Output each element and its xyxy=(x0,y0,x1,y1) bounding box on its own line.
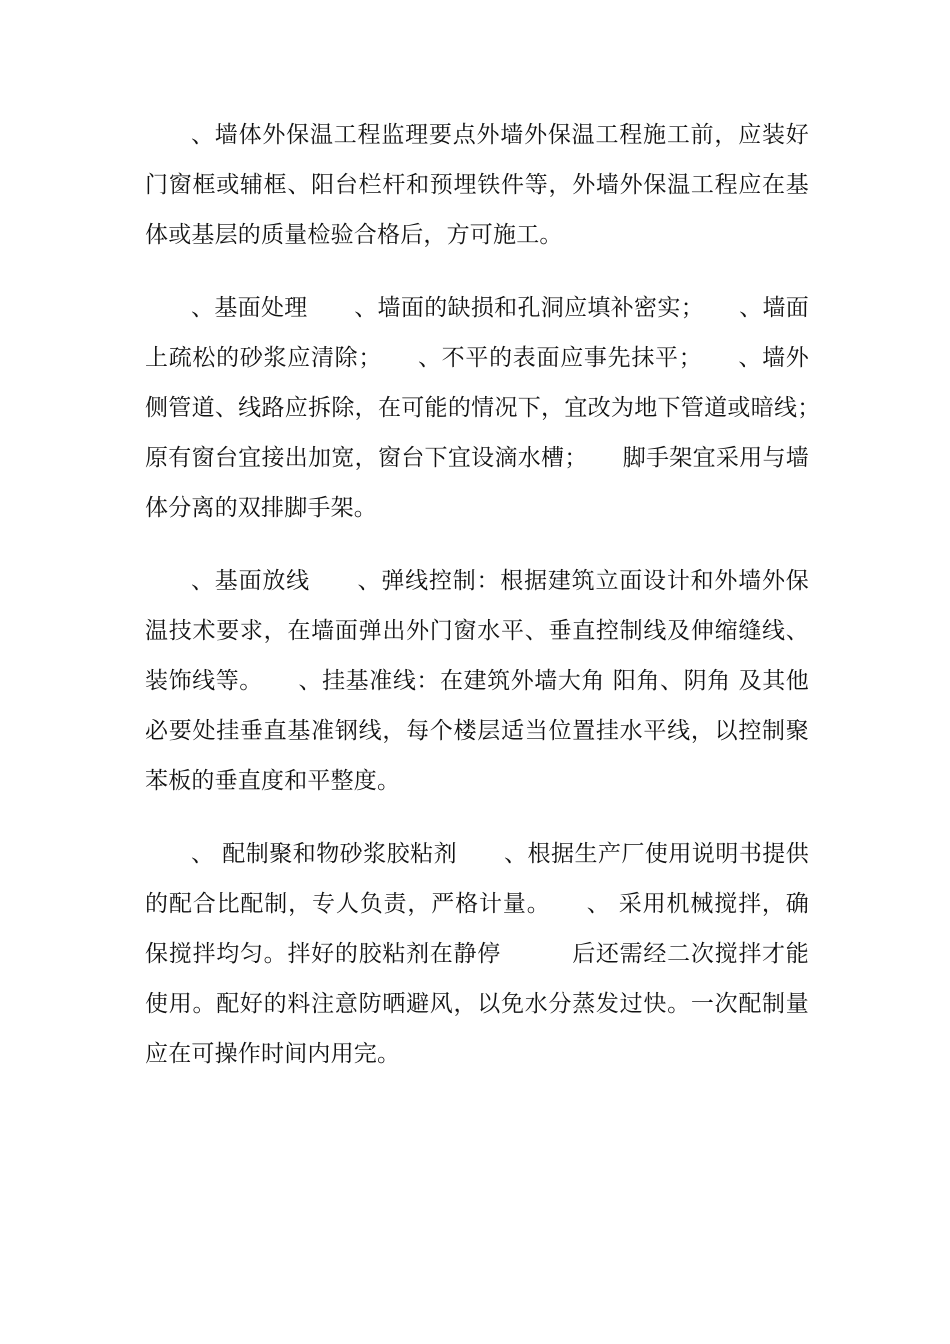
paragraph-base-surface-layout: 、基面放线 、弹线控制：根据建筑立面设计和外墙外保温技术要求，在墙面弹出外门窗水平、垂直控制线及伸缩缝线、装饰线等。 、挂基准线：在建筑外墙大角 阳角、阴角 及其他必要处挂垂直基准钢线，每个楼层适当位置挂水平线，以控制聚苯板的垂直度和平整度。 xyxy=(145,568,809,794)
paragraph-adhesive-preparation: 、 配制聚和物砂浆胶粘剂 、根据生产厂使用说明书提供的配合比配制，专人负责，严格计量。 、 采用机械搅拌，确保搅拌均匀。拌好的胶粘剂在静停 后还需经二次搅拌才能使用。配好的料注意防晒避风，以免水分蒸发过快。一次配制量应在可操作时间内用完。 xyxy=(145,841,809,1067)
paragraph-base-surface-treatment: 、基面处理 、墙面的缺损和孔洞应填补密实； 、墙面上疏松的砂浆应清除； 、不平的表面应事先抹平； 、墙外侧管道、线路应拆除，在可能的情况下，宜改为地下管道或暗线； 原有窗台宜接出加宽，窗台下宜设滴水槽； 脚手架宜采用与墙体分离的双排脚手架。 xyxy=(145,295,856,521)
paragraph-wall-insulation-supervision: 、墙体外保温工程监理要点外墙外保温工程施工前，应装好门窗框或辅框、阳台栏杆和预埋铁件等，外墙外保温工程应在基体或基层的质量检验合格后，方可施工。 xyxy=(145,122,809,248)
document-body xyxy=(145,110,856,1102)
